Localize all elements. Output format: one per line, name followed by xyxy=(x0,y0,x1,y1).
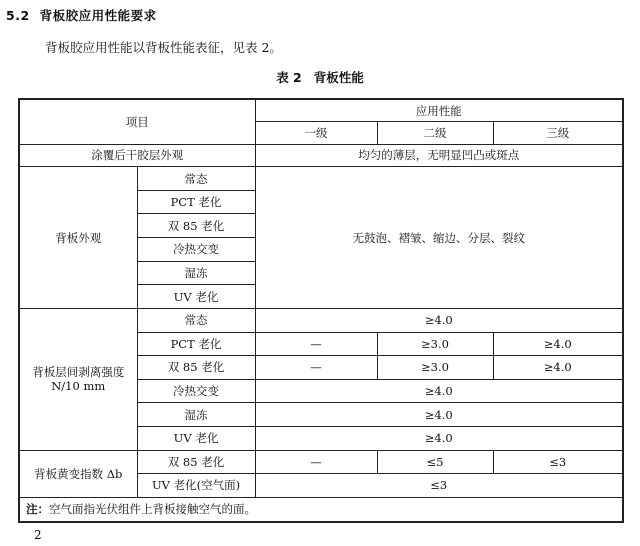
yellow-value-grade-1: — xyxy=(255,450,377,474)
table-header-row xyxy=(19,99,623,122)
appearance-condition: 冷热交变 xyxy=(137,238,255,262)
section-number: 5.2 xyxy=(6,8,30,23)
header-grade-1: 一级 xyxy=(255,122,377,145)
yellow-value-grade-3: ≤3 xyxy=(493,450,623,474)
appearance-value: 无鼓泡、褶皱、缩边、分层、裂纹 xyxy=(255,167,623,309)
yellow-value-grade-2: ≤5 xyxy=(377,450,493,474)
table-caption-title: 背板性能 xyxy=(313,70,364,85)
note-text: 空气面指光伏组件上背板接触空气的面。 xyxy=(49,502,256,517)
header-performance: 应用性能 xyxy=(255,99,623,122)
table-row xyxy=(19,167,623,191)
performance-table xyxy=(18,98,624,523)
table-caption-label: 表 2 xyxy=(276,70,302,85)
peel-value: ≥4.0 xyxy=(255,426,623,450)
table-row xyxy=(19,308,623,332)
appearance-label: 背板外观 xyxy=(19,167,137,309)
peel-condition: PCT 老化 xyxy=(137,332,255,356)
peel-condition: UV 老化 xyxy=(137,426,255,450)
peel-condition: 常态 xyxy=(137,308,255,332)
peel-value-grade-2: ≥3.0 xyxy=(377,332,493,356)
coating-label: 涂覆后干胶层外观 xyxy=(19,144,255,167)
intro-paragraph: 背板胶应用性能以背板性能表征，见表 2。 xyxy=(45,40,282,55)
yellow-value: ≤3 xyxy=(255,474,623,498)
table-caption xyxy=(0,68,640,86)
section-heading xyxy=(6,6,157,24)
peel-label-line1: 背板层间剥离强度 xyxy=(32,365,125,380)
peel-value-grade-3: ≥4.0 xyxy=(493,356,623,380)
appearance-condition: PCT 老化 xyxy=(137,190,255,214)
appearance-condition: 湿冻 xyxy=(137,261,255,285)
table-row-coating xyxy=(19,144,623,167)
note-prefix: 注： xyxy=(26,502,49,517)
peel-value-grade-1: — xyxy=(255,356,377,380)
peel-label-line2: N/10 mm xyxy=(51,379,106,394)
peel-value: ≥4.0 xyxy=(255,403,623,427)
yellow-label: 背板黄变指数 Δb xyxy=(19,450,137,497)
yellow-condition: 双 85 老化 xyxy=(137,450,255,474)
appearance-condition: UV 老化 xyxy=(137,285,255,309)
peel-condition: 冷热交变 xyxy=(137,379,255,403)
header-item: 项目 xyxy=(19,99,255,144)
table-note-row xyxy=(19,497,623,522)
section-title: 背板胶应用性能要求 xyxy=(39,8,157,23)
yellow-condition: UV 老化(空气面) xyxy=(137,474,255,498)
table-note xyxy=(19,497,623,522)
peel-condition: 双 85 老化 xyxy=(137,356,255,380)
header-grade-3: 三级 xyxy=(493,122,623,145)
peel-condition: 湿冻 xyxy=(137,403,255,427)
peel-value: ≥4.0 xyxy=(255,379,623,403)
page-number: 2 xyxy=(34,528,42,542)
peel-value-grade-1: — xyxy=(255,332,377,356)
appearance-condition: 双 85 老化 xyxy=(137,214,255,238)
coating-value: 均匀的薄层，无明显凹凸或斑点 xyxy=(255,144,623,167)
peel-value-grade-3: ≥4.0 xyxy=(493,332,623,356)
header-grade-2: 二级 xyxy=(377,122,493,145)
table-row xyxy=(19,450,623,474)
appearance-condition: 常态 xyxy=(137,167,255,191)
peel-label xyxy=(19,308,137,450)
peel-value: ≥4.0 xyxy=(255,308,623,332)
peel-value-grade-2: ≥3.0 xyxy=(377,356,493,380)
